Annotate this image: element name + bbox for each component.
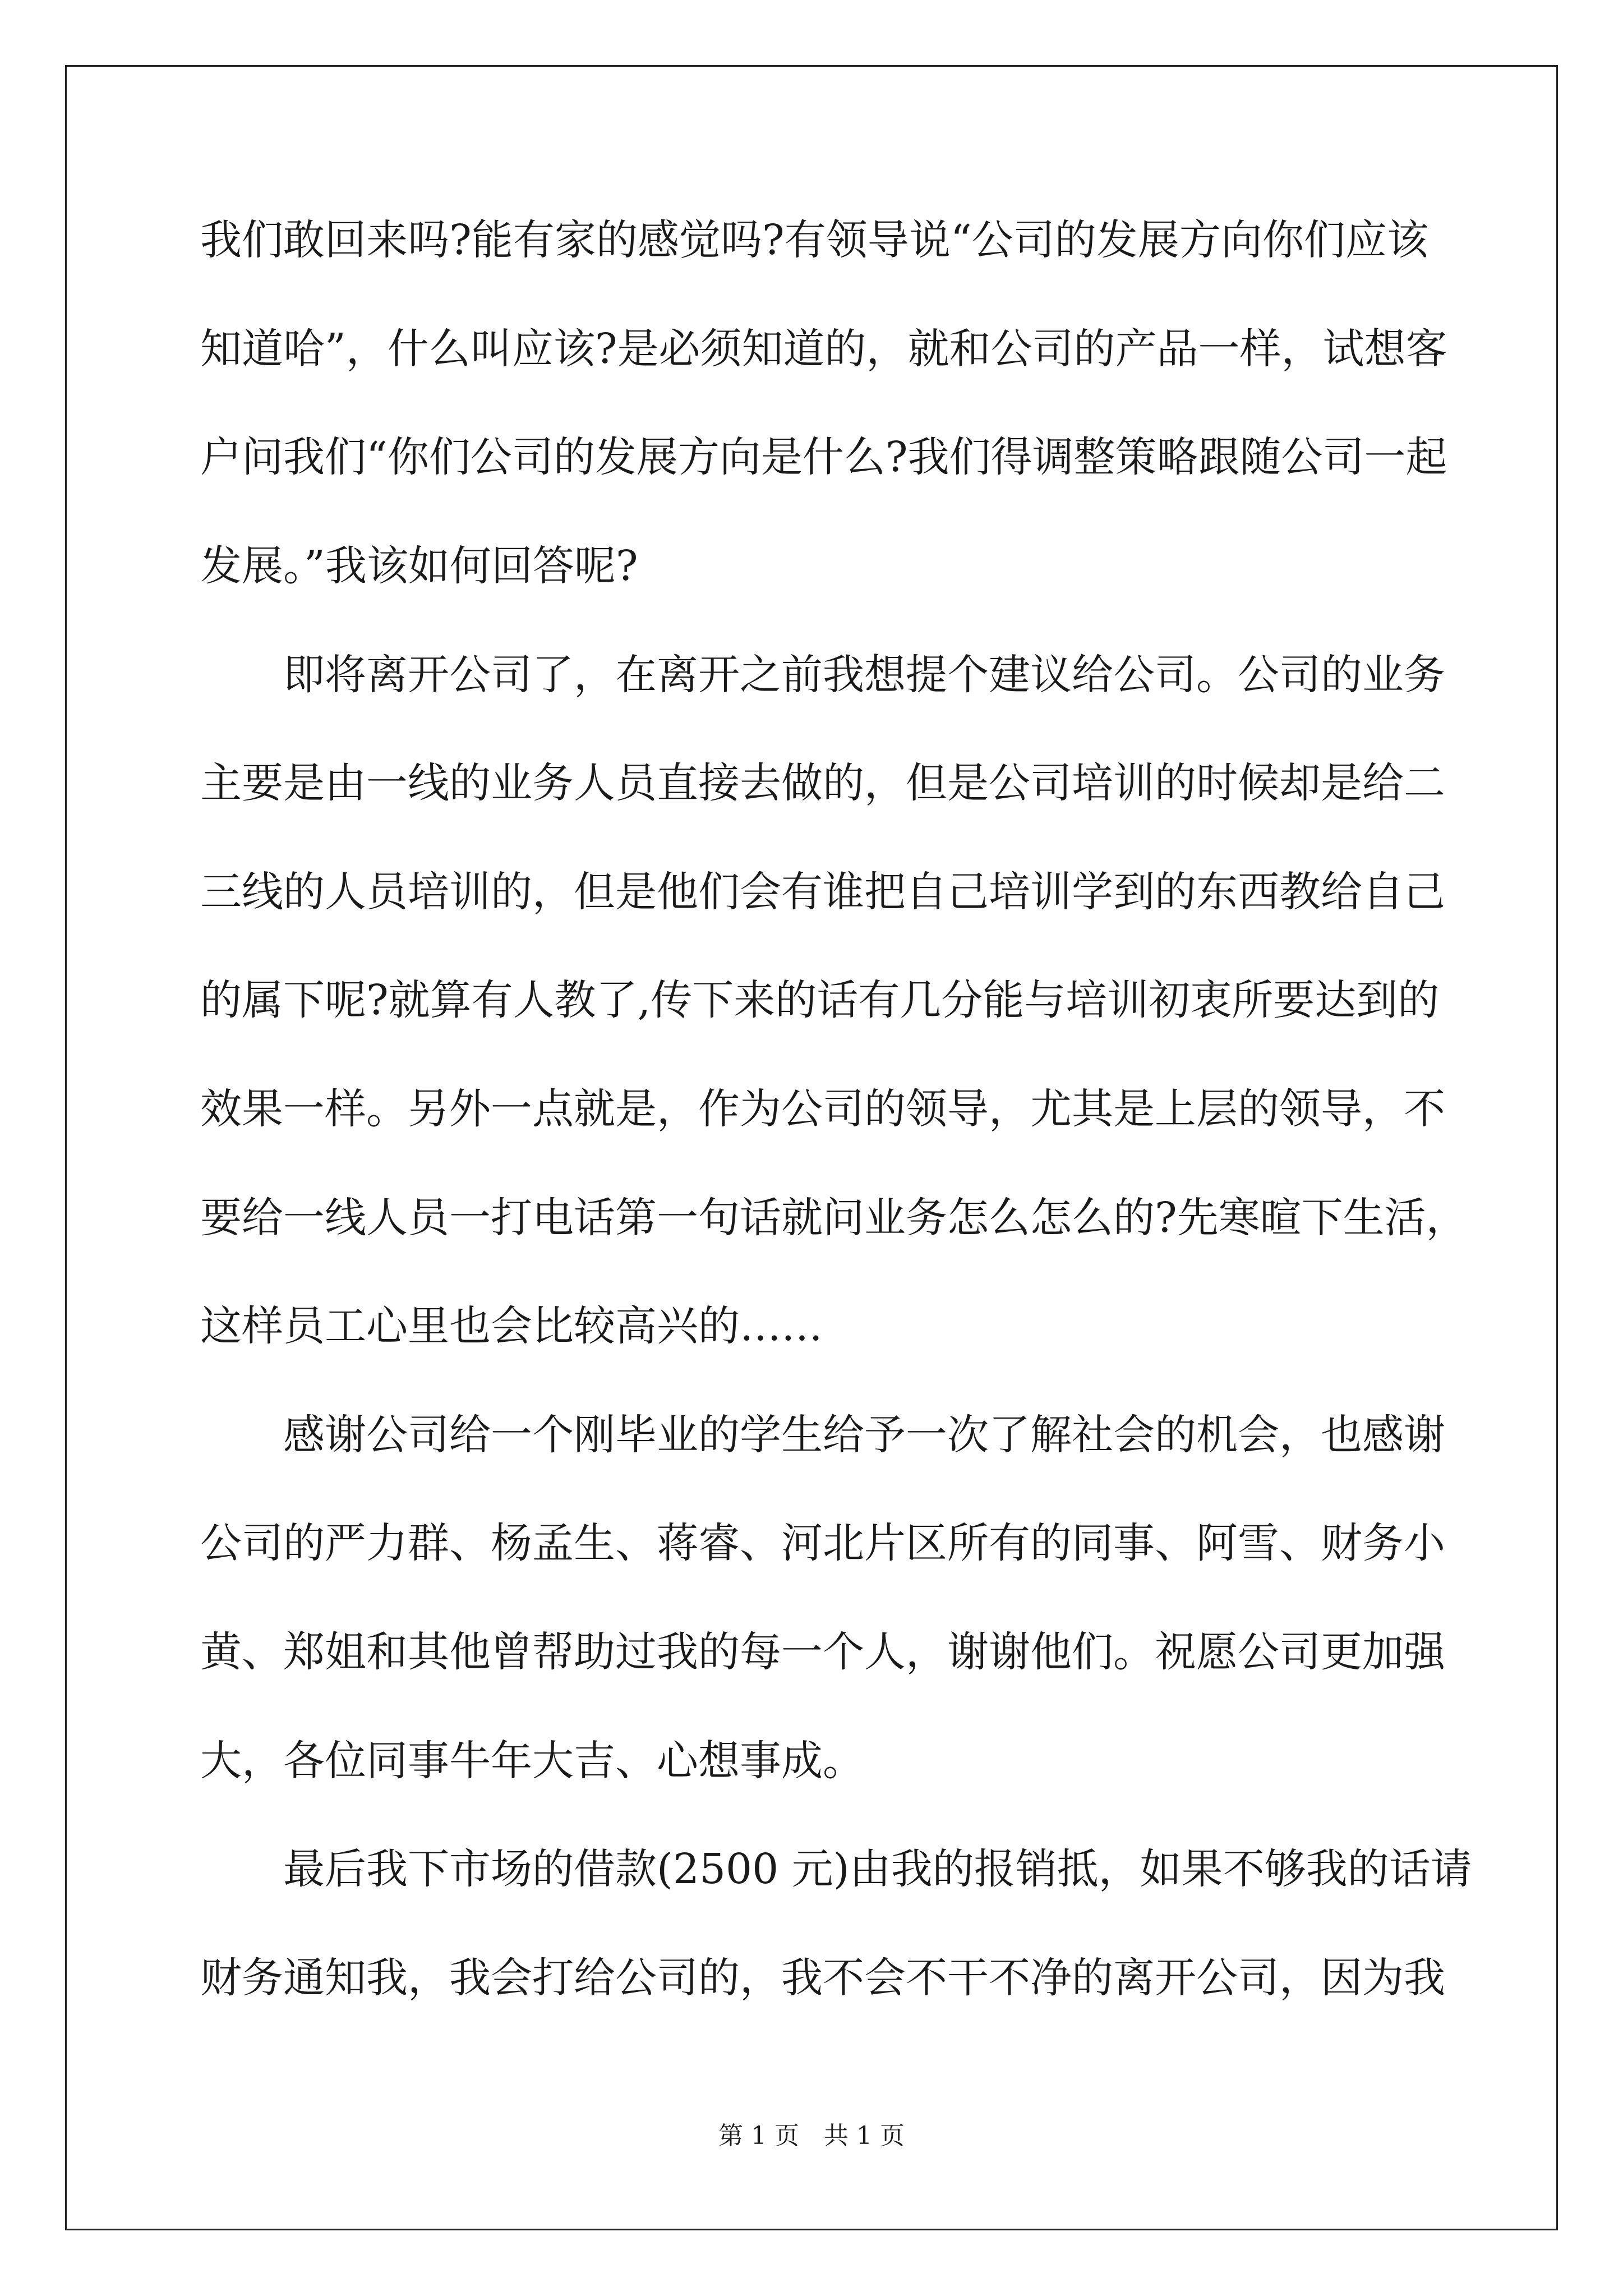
paragraph-first-line: 最后我下市场的借款(2500 元)由我的报销抵，如果不够我的话请 <box>283 1845 1472 1893</box>
text-line: 这样员工心里也会比较高兴的…… <box>200 1302 823 1350</box>
text-line: 效果一样。另外一点就是，作为公司的领导，尤其是上层的领导，不 <box>200 1085 1445 1133</box>
page-number: 第 1 页 共 1 页 <box>718 2122 905 2150</box>
paragraph-first-line: 即将离开公司了，在离开之前我想提个建议给公司。公司的业务 <box>283 651 1445 699</box>
paragraph-first-line: 感谢公司给一个刚毕业的学生给予一次了解社会的机会，也感谢 <box>283 1411 1445 1459</box>
text-line: 知道哈”，什么叫应该?是必须知道的，就和公司的产品一样，试想客 <box>200 325 1447 373</box>
text-line: 三线的人员培训的，但是他们会有谁把自己培训学到的东西教给自己 <box>200 868 1445 916</box>
page-border <box>65 65 1558 2230</box>
text-line: 发展。”我该如何回答呢? <box>200 542 638 590</box>
text-line: 公司的严力群、杨孟生、蒋睿、河北片区所有的同事、阿雪、财务小 <box>200 1519 1445 1567</box>
text-line: 大，各位同事牛年大吉、心想事成。 <box>200 1737 864 1785</box>
text-line: 我们敢回来吗?能有家的感觉吗?有领导说“公司的发展方向你们应该 <box>200 216 1428 264</box>
text-line: 户问我们“你们公司的发展方向是什么?我们得调整策略跟随公司一起 <box>200 433 1447 481</box>
text-line: 黄、郑姐和其他曾帮助过我的每一个人，谢谢他们。祝愿公司更加强 <box>200 1628 1445 1676</box>
text-line: 主要是由一线的业务人员直接去做的，但是公司培训的时候却是给二 <box>200 759 1445 807</box>
text-line: 财务通知我，我会打给公司的，我不会不干不净的离开公司，因为我 <box>200 1954 1445 2002</box>
text-line: 要给一线人员一打电话第一句话就问业务怎么怎么的?先寒暄下生活， <box>200 1194 1468 1242</box>
text-line: 的属下呢?就算有人教了,传下来的话有几分能与培训初衷所要达到的 <box>200 976 1440 1024</box>
